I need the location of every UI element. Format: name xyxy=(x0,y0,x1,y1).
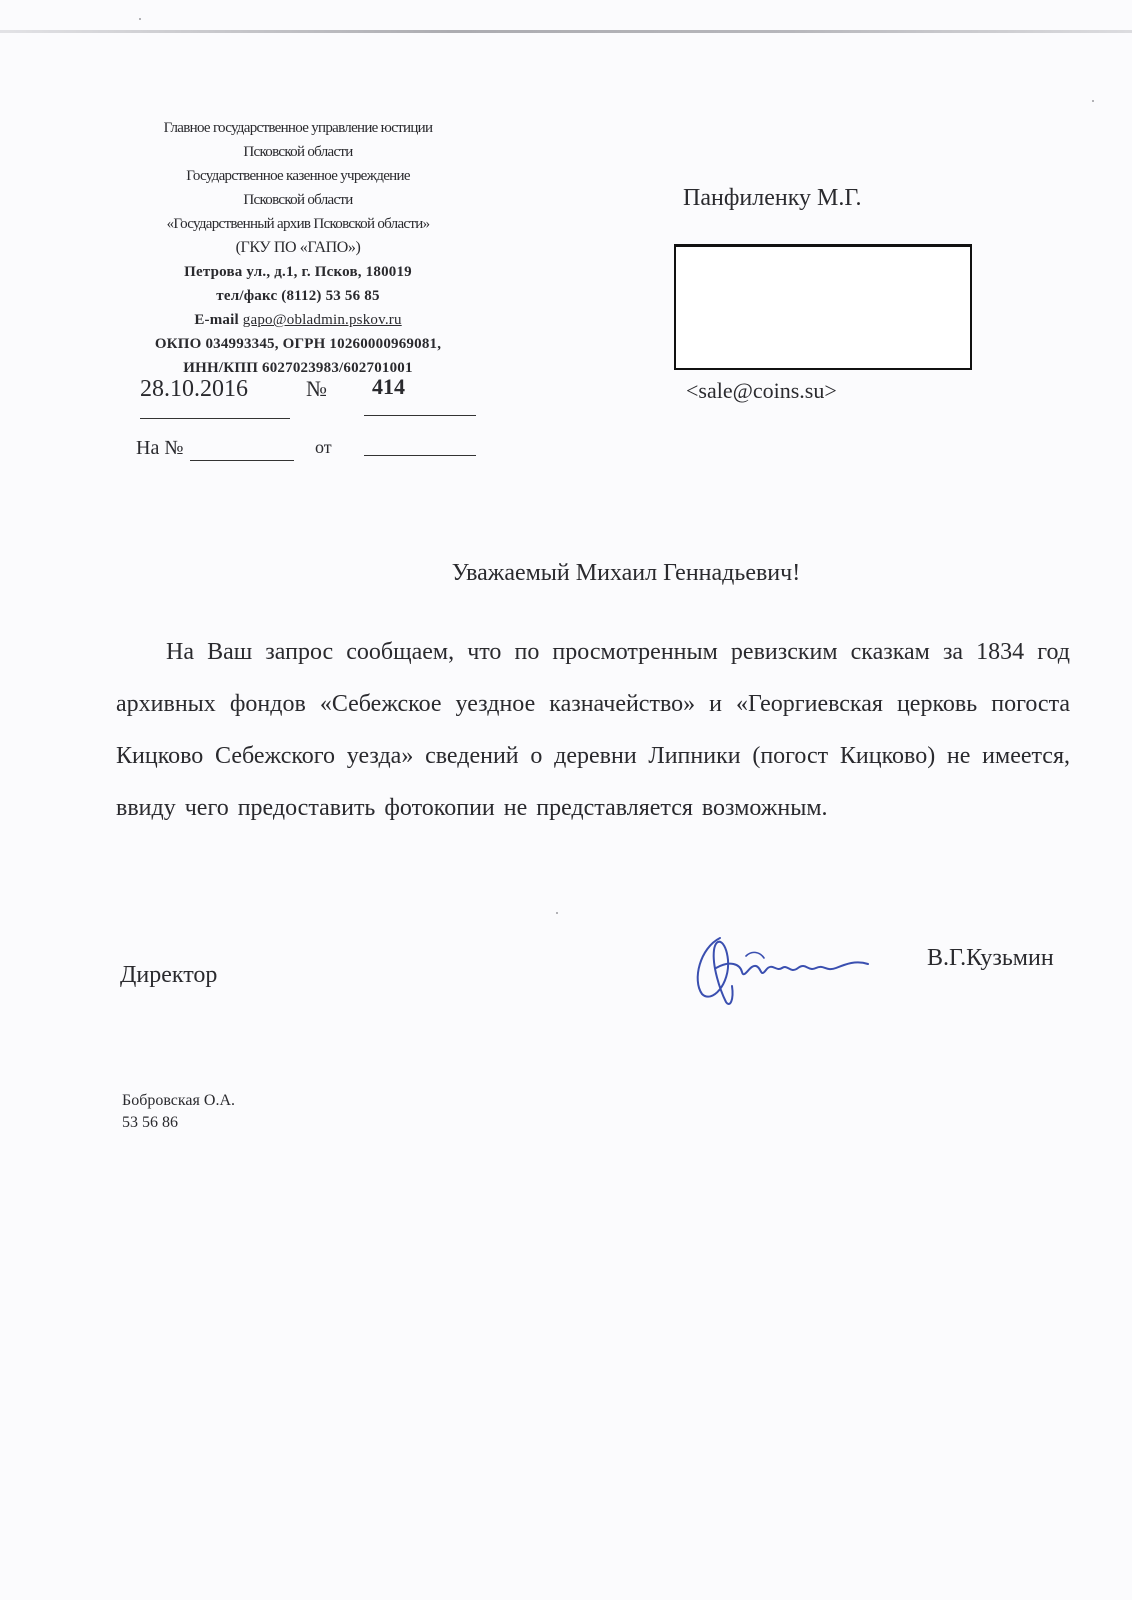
sender-header xyxy=(108,116,488,380)
scan-speck xyxy=(139,18,141,20)
header-email-link[interactable]: gapo@obladmin.pskov.ru xyxy=(242,312,402,328)
reference-number-label: На № xyxy=(136,437,184,459)
header-email xyxy=(108,308,488,332)
header-line-region-2: Псковской области xyxy=(243,192,353,208)
scan-page-edge xyxy=(0,30,1132,33)
recipient-email: <sale@coins.su> xyxy=(686,378,837,403)
executor-name: Бобровская О.А. xyxy=(122,1092,235,1109)
reference-date-underline xyxy=(364,455,476,456)
header-line-region: Псковской области xyxy=(243,144,353,160)
reference-from-label: от xyxy=(315,437,332,457)
number-underline xyxy=(364,415,476,416)
header-line-abbreviation: (ГКУ ПО «ГАПО») xyxy=(235,239,361,256)
letter-greeting xyxy=(0,560,1132,587)
registration-number: 414 xyxy=(372,374,405,399)
greeting-text: Уважаемый Михаил Геннадьевич! xyxy=(451,560,801,586)
recipient-name: Панфиленку М.Г. xyxy=(683,185,862,211)
letter-body xyxy=(116,626,1070,834)
scan-speck xyxy=(1092,100,1094,102)
redacted-address-box xyxy=(674,244,972,370)
executor-phone: 53 56 86 xyxy=(122,1114,178,1131)
header-phone: тел/факс (8112) 53 56 85 xyxy=(216,288,380,304)
reference-number-underline xyxy=(190,460,294,461)
header-codes-inn: ИНН/КПП 6027023983/602701001 xyxy=(183,360,413,376)
registration-number-symbol: № xyxy=(306,376,327,401)
signer-name: В.Г.Кузьмин xyxy=(927,945,1054,971)
date-underline xyxy=(140,418,290,419)
header-line-institution-type: Государственное казенное учреждение xyxy=(186,168,410,184)
header-address: Петрова ул., д.1, г. Псков, 180019 xyxy=(184,264,412,280)
handwritten-signature xyxy=(690,920,880,1010)
header-line-ministry: Главное государственное управление юстиции xyxy=(163,120,433,136)
scan-speck xyxy=(556,912,558,914)
executor-info xyxy=(122,1090,235,1134)
header-line-archive-name: «Государственный архив Псковской области» xyxy=(166,216,430,232)
header-email-label: E-mail xyxy=(194,312,239,328)
registration-date: 28.10.2016 xyxy=(140,376,248,402)
header-codes-okpo: ОКПО 034993345, ОГРН 10260000969081, xyxy=(154,336,442,352)
signer-position: Директор xyxy=(120,962,218,988)
letter-body-text: На Ваш запрос сообщаем, что по просмотренным ревизским сказкам за 1834 год архивных фондов «Себежское уездное казначейство» и «Георгиевская церковь погоста Кицково Себежского уезда» сведений о деревни Липники (погост Кицково) не имеется, ввиду чего предоставить фотокопии не представляется возможным. xyxy=(116,639,1070,821)
